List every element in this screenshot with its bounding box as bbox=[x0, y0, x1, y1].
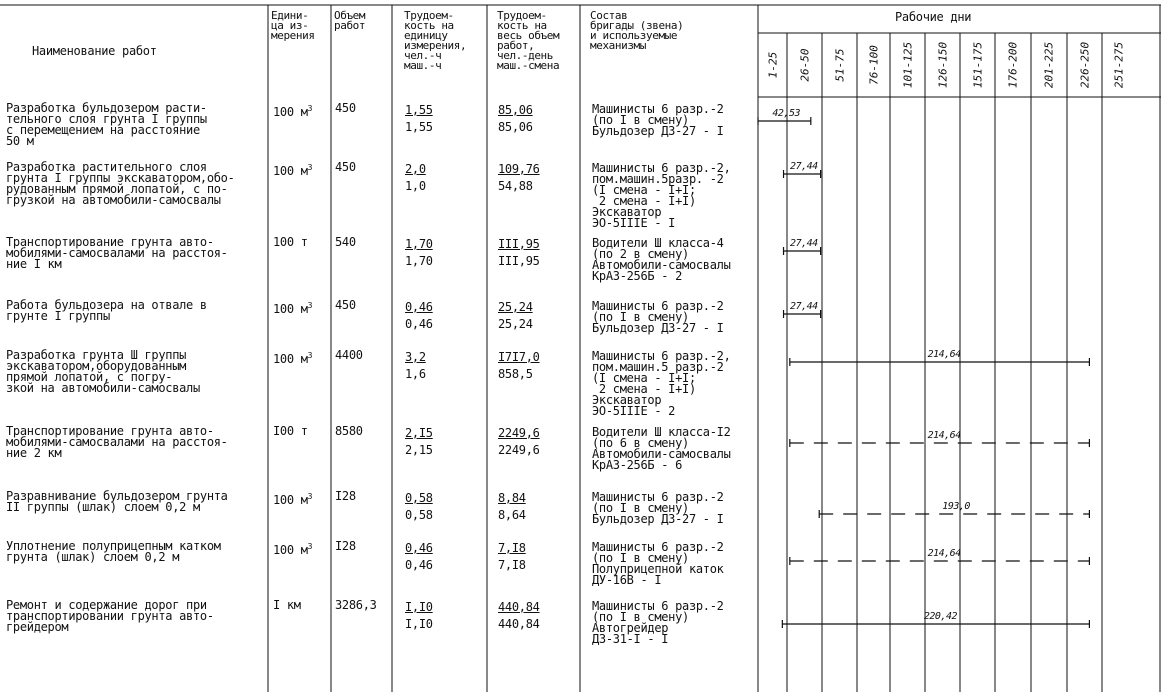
unit-superscript: 3 bbox=[307, 542, 313, 551]
labor-total-machine-shifts: 2249,6 bbox=[498, 443, 540, 457]
labor-total-man-days: 8,84 bbox=[498, 491, 526, 505]
labor-total-man-days: 2249,6 bbox=[498, 426, 540, 440]
work-name: Транспортирование грунта авто- мобилями-самосвалами на расстоя- ние I км bbox=[6, 235, 228, 271]
volume: 8580 bbox=[335, 424, 363, 438]
schedule-bar-label: 27,44 bbox=[790, 301, 818, 312]
work-name: Разработка растительного слоя грунта I группы экскаватором,обо- рудованным прямой лопатой, с по- грузкой на автомобили-самосвалы bbox=[6, 160, 235, 207]
day-column-label: 101-125 bbox=[901, 41, 914, 89]
day-column-label: 251-275 bbox=[1112, 41, 1125, 89]
labor-unit-machine-hours: 1,70 bbox=[405, 254, 433, 268]
unit: 100 $м^3$ bbox=[273, 351, 313, 366]
work-name: Разработка бульдозером расти- тельного слоя грунта I группы с перемещением на расстояние 50 м bbox=[6, 101, 207, 148]
labor-total-man-days: I7I7,0 bbox=[498, 350, 540, 364]
labor-total-machine-shifts: 440,84 bbox=[498, 617, 540, 631]
unit-superscript: 3 bbox=[307, 104, 313, 113]
unit: 100 $м^3$ bbox=[273, 492, 313, 507]
header-crew: Состав бригады (звена) и используемые механизмы bbox=[590, 9, 684, 52]
unit: I00 т bbox=[273, 424, 308, 438]
volume: 4400 bbox=[335, 348, 363, 362]
crew-and-machines: Машинисты 6 разр.-2 (по I в смену) Автогрейдер ДЗ-31-I - I bbox=[592, 599, 724, 646]
unit: 100 $м^3$ bbox=[273, 542, 313, 557]
crew-and-machines: Машинисты 6 разр.-2, пом.машин.5разр. -2 (I смена - I+I; 2 смена - I+I) Экскаватор ЭО-5IIIЕ - I bbox=[592, 161, 731, 230]
day-column-label: 126-150 bbox=[936, 41, 949, 89]
labor-unit-man-hours: 3,2 bbox=[405, 350, 426, 364]
unit: 100 $м^3$ bbox=[273, 301, 313, 316]
header-name: Наименование работ bbox=[32, 44, 157, 58]
unit: 100 т bbox=[273, 235, 308, 249]
labor-total-machine-shifts: 85,06 bbox=[498, 120, 533, 134]
labor-unit-man-hours: 2,I5 bbox=[405, 426, 433, 440]
volume: 450 bbox=[335, 298, 356, 312]
crew-and-machines: Машинисты 6 разр.-2 (по I в смену) Бульдозер ДЗ-27 - I bbox=[592, 490, 724, 526]
labor-unit-machine-hours: 0,58 bbox=[405, 508, 433, 522]
labor-total-machine-shifts: 25,24 bbox=[498, 317, 533, 331]
labor-total-machine-shifts: 54,88 bbox=[498, 179, 533, 193]
labor-unit-man-hours: 0,58 bbox=[405, 491, 433, 505]
unit-superscript: 3 bbox=[307, 163, 313, 172]
work-name: Разработка грунта Ш группы экскаватором,оборудованным прямой лопатой, с погру- зкой на автомобили-самосвалы bbox=[6, 348, 200, 395]
volume: I28 bbox=[335, 489, 356, 503]
work-name: Разравнивание бульдозером грунта II группы (шлак) слоем 0,2 м bbox=[6, 489, 228, 514]
labor-unit-man-hours: 0,46 bbox=[405, 541, 433, 555]
labor-unit-man-hours: 2,0 bbox=[405, 162, 426, 176]
volume: I28 bbox=[335, 539, 356, 553]
labor-unit-machine-hours: 0,46 bbox=[405, 317, 433, 331]
day-column-label: 26-50 bbox=[798, 48, 811, 82]
schedule-bar-label: 193,0 bbox=[942, 501, 970, 512]
header-volume: Объем работ bbox=[334, 9, 366, 32]
crew-and-machines: Машинисты 6 разр.-2, пом.машин.5 разр.-2 (I смена - I+I; 2 смена - I+I) Экскаватор ЭО-5IIIЕ - 2 bbox=[592, 349, 731, 418]
volume: 450 bbox=[335, 101, 356, 115]
unit: I км bbox=[273, 598, 301, 612]
labor-total-machine-shifts: 8,64 bbox=[498, 508, 526, 522]
labor-total-man-days: 440,84 bbox=[498, 600, 540, 614]
schedule-bar-label: 27,44 bbox=[790, 161, 818, 172]
crew-and-machines: Водители Ш класса-4 (по 2 в смену) Автомобили-самосвалы КрАЗ-256Б - 2 bbox=[592, 236, 731, 283]
unit: 100 $м^3$ bbox=[273, 104, 313, 119]
work-name: Ремонт и содержание дорог при транспортировании грунта авто- грейдером bbox=[6, 598, 214, 634]
labor-unit-machine-hours: 2,15 bbox=[405, 443, 433, 457]
labor-total-man-days: 85,06 bbox=[498, 103, 533, 117]
day-column-label: 151-175 bbox=[971, 41, 984, 89]
labor-unit-machine-hours: 1,6 bbox=[405, 367, 426, 381]
header-unit: Едини- ца из- мерения bbox=[271, 9, 315, 42]
labor-unit-machine-hours: 1,55 bbox=[405, 120, 433, 134]
schedule-bar-label: 214,64 bbox=[927, 430, 961, 441]
day-column-label: 51-75 bbox=[833, 48, 846, 82]
volume: 540 bbox=[335, 235, 356, 249]
labor-unit-man-hours: 1,70 bbox=[405, 237, 433, 251]
labor-unit-machine-hours: I,I0 bbox=[405, 617, 433, 631]
labor-total-man-days: 7,I8 bbox=[498, 541, 526, 555]
volume: 450 bbox=[335, 160, 356, 174]
labor-total-machine-shifts: III,95 bbox=[498, 254, 540, 268]
labor-total-machine-shifts: 858,5 bbox=[498, 367, 533, 381]
day-column-label: 76-100 bbox=[867, 45, 880, 85]
unit-superscript: 3 bbox=[307, 301, 313, 310]
labor-unit-machine-hours: 1,0 bbox=[405, 179, 426, 193]
crew-and-machines: Машинисты 6 разр.-2 (по I в смену) Бульдозер ДЗ-27 - I bbox=[592, 299, 724, 335]
work-name: Транспортирование грунта авто- мобилями-самосвалами на расстоя- ние 2 км bbox=[6, 424, 228, 460]
day-column-label: 201-225 bbox=[1042, 41, 1056, 89]
work-name: Уплотнение полуприцепным катком грунта (шлак) слоем 0,2 м bbox=[6, 539, 221, 564]
header-labor-total: Трудоем- кость на весь объем работ, чел.-день маш.-смена bbox=[497, 9, 560, 72]
day-column-label: 1-25 bbox=[766, 51, 779, 79]
day-column-label: 176-200 bbox=[1006, 41, 1020, 89]
day-column-label: 226-250 bbox=[1078, 41, 1091, 89]
schedule-bar-label: 27,44 bbox=[790, 238, 818, 249]
unit: 100 $м^3$ bbox=[273, 163, 313, 178]
schedule-bar-label: 220,42 bbox=[923, 611, 957, 622]
schedule-bar-label: 214,64 bbox=[927, 349, 961, 360]
unit-superscript: 3 bbox=[307, 492, 313, 501]
labor-unit-man-hours: I,I0 bbox=[405, 600, 433, 614]
labor-unit-man-hours: 1,55 bbox=[405, 103, 433, 117]
labor-total-man-days: 109,76 bbox=[498, 162, 540, 176]
labor-total-man-days: III,95 bbox=[498, 237, 540, 251]
header-labor-unit: Трудоем- кость на единицу измерения, чел.-ч маш.-ч bbox=[404, 9, 467, 72]
crew-and-machines: Машинисты 6 разр.-2 (по I в смену) Полуприцепной каток ДУ-16В - I bbox=[592, 540, 724, 587]
volume: 3286,3 bbox=[335, 598, 377, 612]
labor-unit-man-hours: 0,46 bbox=[405, 300, 433, 314]
labor-unit-machine-hours: 0,46 bbox=[405, 558, 433, 572]
schedule-bar-label: 214,64 bbox=[927, 548, 961, 559]
labor-total-man-days: 25,24 bbox=[498, 300, 533, 314]
crew-and-machines: Водители Ш класса-I2 (по 6 в смену) Автомобили-самосвалы КрАЗ-256Б - 6 bbox=[592, 425, 731, 472]
labor-total-machine-shifts: 7,I8 bbox=[498, 558, 526, 572]
header-working-days: Рабочие дни bbox=[895, 10, 972, 24]
schedule-bar-label: 42,53 bbox=[772, 108, 800, 119]
crew-and-machines: Машинисты 6 разр.-2 (по I в смену) Бульдозер ДЗ-27 - I bbox=[592, 102, 724, 138]
work-name: Работа бульдозера на отвале в грунте I группы bbox=[6, 298, 207, 323]
unit-superscript: 3 bbox=[307, 351, 313, 360]
